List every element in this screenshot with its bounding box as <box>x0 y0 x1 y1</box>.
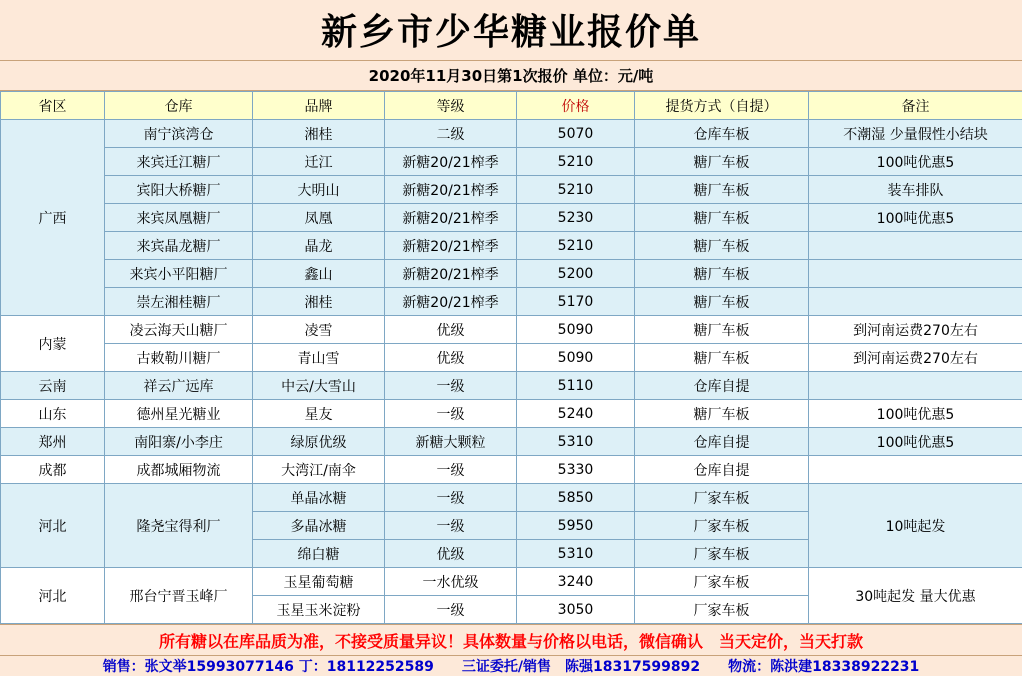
cell-warehouse: 来宾晶龙糖厂 <box>105 232 253 260</box>
cell-price: 5210 <box>517 148 635 176</box>
cell-grade: 新糖20/21榨季 <box>385 232 517 260</box>
cell-brand: 绿原优级 <box>253 428 385 456</box>
cell-delivery: 厂家车板 <box>635 596 809 624</box>
cell-grade: 一级 <box>385 512 517 540</box>
cell-warehouse: 来宾凤凰糖厂 <box>105 204 253 232</box>
cell-province: 郑州 <box>1 428 105 456</box>
table-row <box>1 456 1022 484</box>
cell-brand: 晶龙 <box>253 232 385 260</box>
cell-warehouse: 成都城厢物流 <box>105 456 253 484</box>
cell-province: 云南 <box>1 372 105 400</box>
col-header-price: 价格 <box>517 92 635 120</box>
table-row <box>1 484 1022 512</box>
cell-price: 5200 <box>517 260 635 288</box>
cell-price: 5170 <box>517 288 635 316</box>
cell-delivery: 糖厂车板 <box>635 204 809 232</box>
table-row <box>1 176 1022 204</box>
cell-grade: 新糖20/21榨季 <box>385 288 517 316</box>
col-header-brand: 品牌 <box>253 92 385 120</box>
cell-delivery: 仓库自提 <box>635 372 809 400</box>
cell-delivery: 厂家车板 <box>635 568 809 596</box>
cell-note: 100吨优惠5 <box>809 400 1022 428</box>
cell-price: 5070 <box>517 120 635 148</box>
cell-note: 100吨优惠5 <box>809 148 1022 176</box>
table-row <box>1 400 1022 428</box>
contact-text: 销售：张文举15993077146 丁：18112252589 三证委托/销售 陈强18317599892 物流：陈洪建18338922231 <box>102 659 920 675</box>
cell-delivery: 糖厂车板 <box>635 288 809 316</box>
table-row <box>1 232 1022 260</box>
header-row <box>1 92 1022 120</box>
cell-delivery: 厂家车板 <box>635 484 809 512</box>
price-table <box>0 91 1022 624</box>
cell-price: 5210 <box>517 176 635 204</box>
cell-warehouse: 古敕勒川糖厂 <box>105 344 253 372</box>
table-row <box>1 428 1022 456</box>
cell-note: 100吨优惠5 <box>809 204 1022 232</box>
col-header-note: 备注 <box>809 92 1022 120</box>
cell-price: 5950 <box>517 512 635 540</box>
table-header <box>1 92 1022 120</box>
cell-delivery: 厂家车板 <box>635 540 809 568</box>
table-row <box>1 148 1022 176</box>
cell-brand: 凌雪 <box>253 316 385 344</box>
cell-brand: 单晶冰糖 <box>253 484 385 512</box>
cell-province: 广西 <box>1 120 105 316</box>
cell-warehouse: 宾阳大桥糖厂 <box>105 176 253 204</box>
cell-brand: 多晶冰糖 <box>253 512 385 540</box>
cell-grade: 一级 <box>385 596 517 624</box>
cell-brand: 大湾江/南伞 <box>253 456 385 484</box>
cell-grade: 一级 <box>385 456 517 484</box>
cell-warehouse: 来宾迁江糖厂 <box>105 148 253 176</box>
cell-grade: 二级 <box>385 120 517 148</box>
cell-province: 河北 <box>1 484 105 568</box>
cell-brand: 湘桂 <box>253 288 385 316</box>
cell-province: 成都 <box>1 456 105 484</box>
cell-delivery: 仓库自提 <box>635 428 809 456</box>
col-header-delivery: 提货方式（自提） <box>635 92 809 120</box>
cell-brand: 大明山 <box>253 176 385 204</box>
cell-warehouse: 祥云广远库 <box>105 372 253 400</box>
notice-bar <box>0 624 1022 655</box>
cell-delivery: 仓库车板 <box>635 120 809 148</box>
table-row <box>1 344 1022 372</box>
cell-note: 到河南运费270左右 <box>809 316 1022 344</box>
cell-price: 3240 <box>517 568 635 596</box>
cell-grade: 新糖20/21榨季 <box>385 148 517 176</box>
table-row <box>1 120 1022 148</box>
cell-province: 山东 <box>1 400 105 428</box>
cell-grade: 一级 <box>385 400 517 428</box>
cell-brand: 绵白糖 <box>253 540 385 568</box>
title-bar <box>0 0 1022 61</box>
contact-bar <box>0 655 1022 676</box>
cell-brand: 凤凰 <box>253 204 385 232</box>
table-row <box>1 288 1022 316</box>
cell-price: 5330 <box>517 456 635 484</box>
cell-note <box>809 260 1022 288</box>
cell-delivery: 糖厂车板 <box>635 260 809 288</box>
cell-delivery: 糖厂车板 <box>635 344 809 372</box>
cell-grade: 一级 <box>385 372 517 400</box>
quotation-date-unit: 2020年11月30日第1次报价 单位：元/吨 <box>368 67 654 85</box>
cell-note: 到河南运费270左右 <box>809 344 1022 372</box>
table-body <box>1 120 1022 624</box>
cell-brand: 迁江 <box>253 148 385 176</box>
cell-grade: 新糖大颗粒 <box>385 428 517 456</box>
cell-delivery: 仓库自提 <box>635 456 809 484</box>
cell-price: 5310 <box>517 428 635 456</box>
cell-price: 5850 <box>517 484 635 512</box>
cell-grade: 新糖20/21榨季 <box>385 176 517 204</box>
cell-note <box>809 232 1022 260</box>
cell-brand: 中云/大雪山 <box>253 372 385 400</box>
cell-price: 5310 <box>517 540 635 568</box>
cell-note: 100吨优惠5 <box>809 428 1022 456</box>
cell-price: 5090 <box>517 344 635 372</box>
col-header-province: 省区 <box>1 92 105 120</box>
cell-note: 不潮湿 少量假性小结块 <box>809 120 1022 148</box>
cell-note: 装车排队 <box>809 176 1022 204</box>
cell-brand: 玉星玉米淀粉 <box>253 596 385 624</box>
table-row <box>1 316 1022 344</box>
cell-price: 5090 <box>517 316 635 344</box>
cell-note: 10吨起发 <box>809 484 1022 568</box>
col-header-warehouse: 仓库 <box>105 92 253 120</box>
cell-warehouse: 邢台宁晋玉峰厂 <box>105 568 253 624</box>
cell-grade: 一级 <box>385 484 517 512</box>
table-row <box>1 372 1022 400</box>
cell-brand: 星友 <box>253 400 385 428</box>
cell-grade: 优级 <box>385 316 517 344</box>
cell-price: 5110 <box>517 372 635 400</box>
cell-price: 5240 <box>517 400 635 428</box>
cell-grade: 优级 <box>385 344 517 372</box>
cell-warehouse: 南宁滨湾仓 <box>105 120 253 148</box>
cell-note <box>809 372 1022 400</box>
cell-note: 30吨起发 量大优惠 <box>809 568 1022 624</box>
cell-grade: 优级 <box>385 540 517 568</box>
cell-province: 内蒙 <box>1 316 105 372</box>
notice-text: 所有糖以在库品质为准，不接受质量异议！具体数量与价格以电话，微信确认 当天定价，当天打款 <box>158 631 863 651</box>
col-header-grade: 等级 <box>385 92 517 120</box>
cell-price: 5230 <box>517 204 635 232</box>
cell-grade: 新糖20/21榨季 <box>385 204 517 232</box>
cell-delivery: 厂家车板 <box>635 512 809 540</box>
cell-delivery: 糖厂车板 <box>635 176 809 204</box>
cell-price: 3050 <box>517 596 635 624</box>
cell-warehouse: 德州星光糖业 <box>105 400 253 428</box>
table-row <box>1 204 1022 232</box>
table-row <box>1 260 1022 288</box>
cell-grade: 一水优级 <box>385 568 517 596</box>
cell-brand: 玉星葡萄糖 <box>253 568 385 596</box>
cell-warehouse: 崇左湘桂糖厂 <box>105 288 253 316</box>
cell-delivery: 糖厂车板 <box>635 148 809 176</box>
table-row <box>1 568 1022 596</box>
cell-note <box>809 456 1022 484</box>
page-title: 新乡市少华糖业报价单 <box>320 11 701 54</box>
cell-brand: 鑫山 <box>253 260 385 288</box>
cell-delivery: 糖厂车板 <box>635 316 809 344</box>
cell-brand: 青山雪 <box>253 344 385 372</box>
cell-brand: 湘桂 <box>253 120 385 148</box>
cell-province: 河北 <box>1 568 105 624</box>
cell-grade: 新糖20/21榨季 <box>385 260 517 288</box>
cell-delivery: 糖厂车板 <box>635 232 809 260</box>
cell-warehouse: 来宾小平阳糖厂 <box>105 260 253 288</box>
cell-warehouse: 凌云海天山糖厂 <box>105 316 253 344</box>
cell-note <box>809 288 1022 316</box>
cell-price: 5210 <box>517 232 635 260</box>
subtitle-bar <box>0 61 1022 91</box>
cell-delivery: 糖厂车板 <box>635 400 809 428</box>
cell-warehouse: 南阳寨/小李庄 <box>105 428 253 456</box>
cell-warehouse: 隆尧宝得利厂 <box>105 484 253 568</box>
